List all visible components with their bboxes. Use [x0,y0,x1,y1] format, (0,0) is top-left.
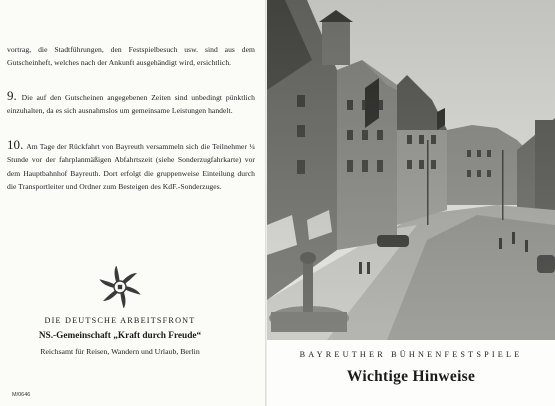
paragraph-10 [7,137,255,194]
paragraph-text: Am Tage der Rückfahrt von Bayreuth versammeln sich die Teilnehmer ¼ Stunde vor der fahrplanmäßigen Abfahrtszeit (siehe Sonderzugfahrkarte) vor dem Hauptbahnhof Bayreuth. Dort erfolgt die gruppenweise Einteilung durch die Transportleiter und Ordner zum Besteigen des KdF.-Sonderzuges. [7,142,255,192]
paragraph-text: vortrag, die Stadtführungen, den Festspielbesuch usw. sind aus dem Gutscheinheft, welches nach der Ankunft ausgehändigt wird, ersichtlich. [7,45,255,68]
page-title: Wichtige Hinweise [346,368,476,385]
paragraph-9 [7,88,255,118]
left-page [0,0,265,406]
paragraph-continued [7,43,255,70]
organization-office: Reichsamt für Reisen, Wandern und Urlaub, Berlin [40,347,200,356]
paragraph-number: 10. [7,137,24,152]
print-code: M/0646 [12,392,31,398]
paragraph-text: Die auf den Gutscheinen angegebenen Zeiten sind unbedingt pünktlich einzuhalten, da es sich ausnahmslos um gemeinsame Leistungen handelt. [7,93,255,116]
street-scene-photo [267,0,555,340]
right-page [267,0,555,406]
kdf-emblem-icon [99,266,141,308]
festival-heading: BAYREUTHER BÜHNENFESTSPIELE [299,350,523,359]
paragraph-number: 9. [7,88,17,103]
organization-subname: NS.-Gemeinschaft „Kraft durch Freude“ [38,331,202,341]
organization-name: DIE DEUTSCHE ARBEITSFRONT [44,316,196,325]
